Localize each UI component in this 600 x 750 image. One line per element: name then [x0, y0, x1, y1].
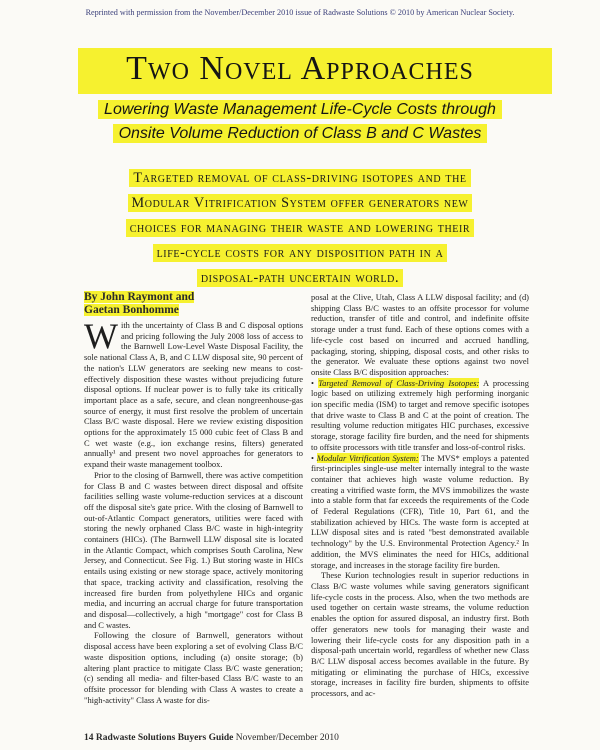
body-paragraph: These Kurion technologies result in superior reductions in Class B/C waste volumes while saving generators significant life-cycle costs in the process. Also, when the two methods are used together on certain waste streams, the volume reduction enables the option for assured disposal, an industry first. Both offer generators new tools for managing their waste and lowering their life-cycle costs for any disposition path in a disposal-path uncertain world, regardless of whether new Class B/C LLW disposal access becomes available in the future. By mitigating or eliminating the purchase of HICs, excessive storage, increases in facility fire burden, shipments to offsite processors, and ac- — [311, 570, 529, 699]
subtitle-line-1: Lowering Waste Management Life-Cycle Costs through — [0, 101, 600, 119]
body-paragraph: With the uncertainty of Class B and C disposal options and pricing following the July 2008 loss of access to the Barnwell Low-Level Waste Disposal Facility, the sole national Class A, B, and C LLW disposal site, 90 percent of the nation's LLW generators are seeking new means to cost-effectively disposition these wastes without prejudicing future disposal options. If nuclear power is to fully take its critically important place as a safe, secure, and clean nongreenhouse-gas source of energy, it must first resolve the problem of uncertain Class B/C waste disposal. Here we review existing disposition options for the approximately 15 000 cubic feet of Class B and C wet waste (e.g., ion exchange resins, filters) generated annually¹ and present two novel approaches for generators to expand their waste management toolbox. — [84, 320, 303, 470]
byline-line-2: Gaetan Bonhomme — [84, 304, 179, 316]
byline — [84, 291, 294, 317]
deck-line: life-cycle costs for any disposition path in a — [0, 245, 600, 262]
body-column-right — [311, 292, 529, 733]
bullet-label: Modular Vitrification System: — [316, 452, 419, 463]
drop-cap: W — [84, 320, 118, 356]
page-number: 14 — [84, 733, 94, 743]
subtitle-line-2: Onsite Volume Reduction of Class B and C Wastes — [0, 125, 600, 143]
body-paragraph: Following the closure of Barnwell, generators without disposal access have been exploring a set of evolving Class B/C waste disposition options, including (a) onsite storage; (b) altering plant practice to mitigate Class B/C waste generation; (c) sending all media- and filter-based Class B/C waste to an offsite processor for blending with Class A wastes to create a "high-activity" Class A waste for dis- — [84, 630, 303, 705]
bullet-targeted-removal: • Targeted Removal of Class-Driving Isotopes: A processing logic based on utilizing extremely high performing inorganic ion specific media (ISM) to target and remove specific isotopes that drive waste to Class B and C at the point of creation. The resulting volume reduction mitigates HIC purchases, excessive storage, storage facility fire burden, and the need for shipments to offsite processors with title transfer and loss-of-control risks. — [311, 377, 529, 452]
deck-line: disposal-path uncertain world. — [0, 270, 600, 287]
body-column-left — [84, 320, 303, 733]
article-title: Two Novel Approaches — [126, 50, 474, 87]
bullet-modular-vitrification: • Modular Vitrification System: The MVS* employs a patented first-principles single-use melter internally integral to the waste container that achieves high waste volume reduction. By creating a vitrified waste form, the MVS immobilizes the waste into a stable form that far exceeds the requirements of the Code of Federal Regulations (CFR), Title 10, Part 61, and the stabilization achieved by HICs. The waste form is accepted at LLW disposal sites and is rated "best demonstrated available technology" by the U.S. Environmental Protection Agency.² In addition, the MVS eliminates the need for HICs, additional storage, and increases in the storage facility fire burden. — [311, 452, 529, 570]
issue-date: November/December 2010 — [235, 733, 339, 743]
deck-line: Modular Vitrification System offer generators new — [0, 195, 600, 212]
reprint-notice: Reprinted with permission from the November/December 2010 issue of Radwaste Solutions © 2010 by American Nuclear Society. — [85, 8, 515, 17]
publication-name: Radwaste Solutions Buyers Guide — [95, 733, 234, 743]
body-paragraph: Prior to the closing of Barnwell, there was active competition for Class B and C wastes between direct disposal and offsite facilities selling waste volume-reduction services at a discount off the disposal site's gate price. With the closing of Barnwell to out-of-Atlantic Compact generators, utilities were faced with storing the newly orphaned Class B/C waste in high-integrity containers (HICs). (The Barnwell LLW disposal site is located in the Atlantic Compact, which comprises South Carolina, New Jersey, and Connecticut. See Fig. 1.) But storing waste in HICs entails using existing or new storage space, actively monitoring that space, tracking activity and classification, resolving the increased fire burden from polyethylene HICs and organic media, and incurring an accrual charge for future transportation and disposal—collectively, a high "mortgage" cost for Class B and C wastes. — [84, 469, 303, 630]
byline-line-1: By John Raymont and — [84, 291, 195, 303]
deck-line: Targeted removal of class-driving isotopes and the — [0, 170, 600, 187]
body-paragraph: posal at the Clive, Utah, Class A LLW disposal facility; and (d) shipping Class B/C wastes to an offsite processor for volume reduction, transfer of title and control, and indefinite offsite storage under a trust fund. Each of these options comes with a life-cycle cost based on incurred and accrued handling, packaging, storing, shipping, disposal costs, and other risks to the generator. We evaluate these options against two novel onsite Class B/C disposition approaches: — [311, 292, 529, 377]
page-footer — [84, 733, 339, 743]
bullet-label: Targeted Removal of Class-Driving Isotopes: — [318, 377, 480, 388]
deck-line: choices for managing their waste and lowering their — [0, 220, 600, 237]
